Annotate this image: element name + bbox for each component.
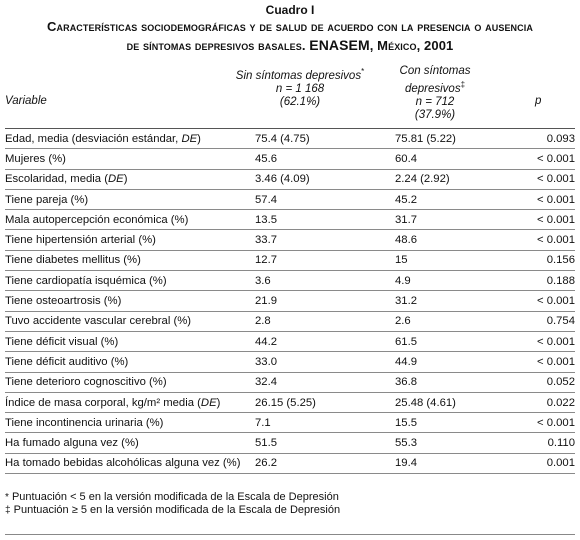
row-label: Tiene osteoartrosis (%) [5, 291, 255, 311]
row-label: Escolaridad, media (DE) [5, 169, 255, 189]
document-page [0, 3, 580, 540]
title-segment-enasem: ENASEM [309, 37, 370, 53]
p-value: 0.188 [515, 271, 575, 291]
p-value: 0.754 [515, 311, 575, 331]
table-header [5, 62, 575, 122]
footnote-1 [5, 491, 575, 504]
footnote-2 [5, 504, 575, 517]
header-group1-label: Sin síntomas depresivos [235, 69, 362, 82]
table-row [5, 392, 575, 412]
footnote-1-mark: * [5, 492, 9, 504]
title-segment-c: , México, 2001 [369, 38, 454, 53]
value-no-symptoms: 21.9 [255, 291, 395, 311]
p-value: 0.156 [515, 250, 575, 270]
value-no-symptoms: 32.4 [255, 372, 395, 392]
table-row [5, 149, 575, 169]
table-row [5, 331, 575, 351]
p-value: 0.093 [515, 129, 575, 149]
table-row [5, 189, 575, 209]
footnote-2-mark: ‡ [5, 505, 11, 517]
row-label: Tuvo accidente vascular cerebral (%) [5, 311, 255, 331]
value-no-symptoms: 33.0 [255, 352, 395, 372]
p-value: < 0.001 [515, 210, 575, 230]
footnotes [5, 491, 575, 517]
p-value: 0.110 [515, 433, 575, 453]
value-with-symptoms: 2.6 [395, 311, 515, 331]
footnote-2-text: Puntuación ≥ 5 en la versión modificada de la Escala de Depresión [13, 504, 341, 517]
row-label: Tiene cardiopatía isquémica (%) [5, 271, 255, 291]
footnote-1-text: Puntuación < 5 en la versión modificada de la Escala de Depresión [11, 491, 339, 504]
table-row [5, 271, 575, 291]
table-row [5, 433, 575, 453]
header-group-no-symptoms [225, 65, 375, 109]
row-label: Índice de masa corporal, kg/m² media (DE) [5, 392, 255, 412]
header-group2-n: n = 712 [415, 95, 455, 108]
header-group1-n: n = 1 168 [275, 82, 325, 95]
title-segment-a: de síntomas depresivos basales. [126, 38, 310, 53]
p-value: 0.052 [515, 372, 575, 392]
p-value: < 0.001 [515, 189, 575, 209]
value-no-symptoms: 12.7 [255, 250, 395, 270]
table-row [5, 413, 575, 433]
row-label: Mala autopercepción económica (%) [5, 210, 255, 230]
row-label: Mujeres (%) [5, 149, 255, 169]
value-with-symptoms: 48.6 [395, 230, 515, 250]
value-no-symptoms: 26.15 (5.25) [255, 392, 395, 412]
value-with-symptoms: 15.5 [395, 413, 515, 433]
table-row [5, 250, 575, 270]
p-value: 0.022 [515, 392, 575, 412]
table-row [5, 372, 575, 392]
row-label: Tiene déficit auditivo (%) [5, 352, 255, 372]
value-no-symptoms: 3.6 [255, 271, 395, 291]
header-variable: Variable [5, 95, 47, 107]
value-with-symptoms: 4.9 [395, 271, 515, 291]
value-with-symptoms: 75.81 (5.22) [395, 129, 515, 149]
value-with-symptoms: 31.7 [395, 210, 515, 230]
value-no-symptoms: 13.5 [255, 210, 395, 230]
header-group2-pct: (37.9%) [414, 108, 456, 121]
row-label: Edad, media (desviación estándar, DE) [5, 129, 255, 149]
p-value: < 0.001 [515, 291, 575, 311]
value-no-symptoms: 26.2 [255, 453, 395, 473]
table-caption-label: Cuadro I [265, 3, 315, 17]
table-row [5, 453, 575, 473]
table-row [5, 291, 575, 311]
p-value: < 0.001 [515, 352, 575, 372]
bottom-rule [5, 534, 575, 535]
row-label: Tiene déficit visual (%) [5, 331, 255, 351]
value-with-symptoms: 45.2 [395, 189, 515, 209]
value-with-symptoms: 25.48 (4.61) [395, 392, 515, 412]
row-label: Tiene deterioro cognoscitivo (%) [5, 372, 255, 392]
table-row [5, 311, 575, 331]
table-row [5, 352, 575, 372]
p-value: 0.001 [515, 453, 575, 473]
p-value: < 0.001 [515, 331, 575, 351]
header-group1-mark: * [361, 67, 365, 76]
p-value: < 0.001 [515, 230, 575, 250]
row-label: Tiene hipertensión arterial (%) [5, 230, 255, 250]
table-row [5, 230, 575, 250]
p-value: < 0.001 [515, 169, 575, 189]
table-row [5, 129, 575, 149]
data-table [5, 129, 575, 474]
value-with-symptoms: 55.3 [395, 433, 515, 453]
value-no-symptoms: 33.7 [255, 230, 395, 250]
row-label: Ha fumado alguna vez (%) [5, 433, 255, 453]
header-group-with-symptoms [375, 65, 495, 122]
table-row [5, 210, 575, 230]
value-no-symptoms: 44.2 [255, 331, 395, 351]
value-with-symptoms: 31.2 [395, 291, 515, 311]
row-label: Tiene diabetes mellitus (%) [5, 250, 255, 270]
value-with-symptoms: 36.8 [395, 372, 515, 392]
value-no-symptoms: 57.4 [255, 189, 395, 209]
row-label: Ha tomado bebidas alcohólicas alguna vez (%) [5, 453, 255, 473]
header-p-value: p [535, 95, 542, 107]
value-no-symptoms: 2.8 [255, 311, 395, 331]
value-no-symptoms: 7.1 [255, 413, 395, 433]
value-no-symptoms: 45.6 [255, 149, 395, 169]
value-with-symptoms: 61.5 [395, 331, 515, 351]
header-group2-mark: ‡ [460, 80, 466, 89]
value-no-symptoms: 75.4 (4.75) [255, 129, 395, 149]
value-no-symptoms: 3.46 (4.09) [255, 169, 395, 189]
p-value: < 0.001 [515, 413, 575, 433]
header-group1-pct: (62.1%) [279, 95, 321, 108]
table-title-line2 [5, 36, 575, 55]
p-value: < 0.001 [515, 149, 575, 169]
value-with-symptoms: 60.4 [395, 149, 515, 169]
table-title-line1: Características sociodemográficas y de salud de acuerdo con la presencia o ausencia [47, 19, 533, 34]
row-label: Tiene pareja (%) [5, 189, 255, 209]
table-title [5, 18, 575, 55]
row-label: Tiene incontinencia urinaria (%) [5, 413, 255, 433]
table-row [5, 169, 575, 189]
header-group2-label: Con síntomas depresivos [399, 65, 471, 95]
value-with-symptoms: 19.4 [395, 453, 515, 473]
table-body [5, 129, 575, 474]
value-with-symptoms: 44.9 [395, 352, 515, 372]
value-with-symptoms: 2.24 (2.92) [395, 169, 515, 189]
value-with-symptoms: 15 [395, 250, 515, 270]
value-no-symptoms: 51.5 [255, 433, 395, 453]
